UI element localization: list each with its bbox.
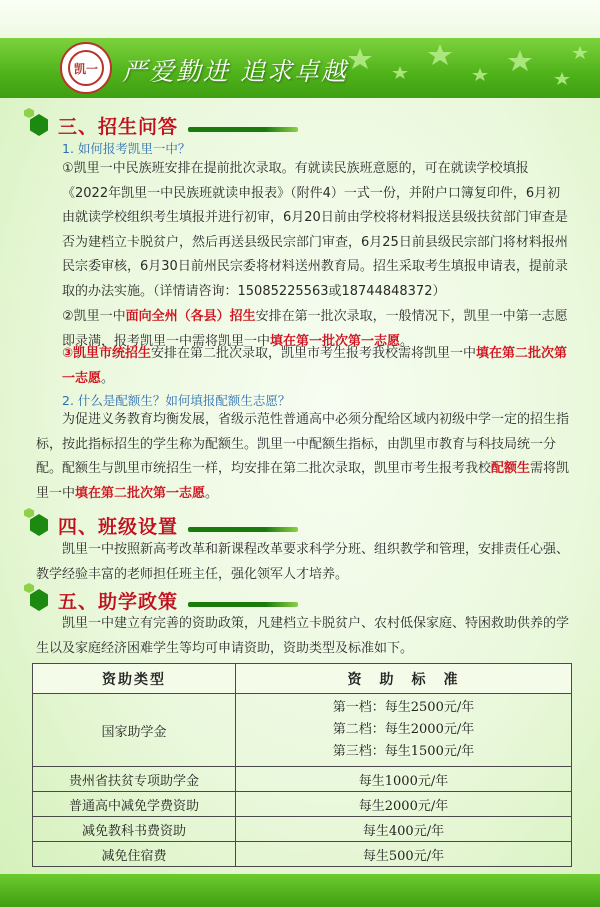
column-header-standard: 资 助 标 准: [236, 664, 572, 694]
tier-standard: 第三档：每生1500元/年: [332, 744, 475, 759]
top-strip: [0, 0, 600, 38]
aid-type-cell: 减免教科书费资助: [33, 817, 236, 842]
highlight-text: 配额生: [491, 461, 531, 476]
school-logo-emblem: 凯一: [68, 50, 104, 86]
highlight-text: 填在第二批次第一志愿: [62, 346, 568, 386]
decorative-stars: [330, 38, 600, 98]
section-underline: [188, 127, 298, 132]
table-header-row: [33, 664, 572, 694]
aid-standard-cell: [236, 694, 572, 767]
footer-bar: [0, 874, 600, 907]
aid-type-cell: 减免住宿费: [33, 842, 236, 867]
table-row: [33, 792, 572, 817]
table-row: [33, 694, 572, 767]
paragraph-ethnic-class: ①凯里一中民族班安排在提前批次录取。有就读民族班意愿的，可在就读学校填报《2022年凯里一中民族班就读申报表》（附件4）一式一份，并附户口簿复印件，6月初由就读学校组织考生填报并进行初审，6月20日前由学校将材料报送县级扶贫部门审查是否为建档立卡脱贫户，然后再送县级民宗部门审查，6月25日前县级民宗部门将材料报州民宗委审核，6月30日前州民宗委将材料送州教育局。招生采取考生填报申请表，提前录取的办法实施。（详情请咨询：15085225563或18744848372）: [62, 161, 568, 299]
paragraph-prefecture-admission: ②凯里一中面向全州（各县）招生安排在第一批次录取，一般情况下，凯里一中第一志愿即录满，报考凯里一中需将凯里一中填在第一批次第一志愿。: [62, 309, 568, 349]
aid-standard-cell: 每生2000元/年: [236, 792, 572, 817]
column-header-aid-type: 资助类型: [33, 664, 236, 694]
section-underline: [188, 527, 298, 532]
highlight-text: 填在第一批次第一志愿: [270, 333, 401, 349]
tier-standard: 第一档：每生2500元/年: [332, 700, 475, 715]
hexagon-bullet-icon: [30, 114, 48, 136]
hexagon-bullet-icon: [30, 514, 48, 536]
hexagon-bullet-icon: [30, 589, 48, 611]
table-row: [33, 817, 572, 842]
table-row: [33, 842, 572, 867]
section-title: 三、招生问答: [58, 115, 179, 138]
aid-standard-cell: 每生1000元/年: [236, 767, 572, 792]
section-header-financial-aid: [30, 585, 298, 615]
aid-type-cell: 国家助学金: [33, 694, 236, 767]
highlight-text: 面向全州（各县）招生: [125, 309, 256, 324]
highlight-text: 填在第二批次第一志愿: [75, 485, 206, 501]
paragraph-class-setup: 凯里一中按照新高考改革和新课程改革要求科学分班、组织教学和管理，安排责任心强、教学经验丰富的老师担任班主任，强化领军人才培养。: [36, 542, 570, 582]
highlight-text: ③凯里市统招生: [62, 346, 152, 361]
section-title: 四、班级设置: [58, 515, 179, 538]
section-underline: [188, 602, 298, 607]
financial-aid-table: [32, 663, 572, 867]
question-2: 2. 什么是配额生？如何填报配额生志愿？: [62, 393, 291, 408]
table-row: [33, 767, 572, 792]
paragraph-city-admission: ③凯里市统招生安排在第二批次录取，凯里市考生报考我校需将凯里一中填在第二批次第一志愿。: [62, 346, 568, 386]
school-slogan: 严爱勤进 追求卓越: [122, 57, 348, 86]
section-header-admissions: [30, 110, 298, 140]
school-logo: [60, 42, 112, 94]
tier-standard: 第二档：每生2000元/年: [332, 722, 475, 737]
paragraph-quota-students: 为促进义务教育均衡发展，省级示范性普通高中必须分配给区域内初级中学一定的招生指标，按此指标招生的学生称为配额生。凯里一中配额生指标，由凯里市教育与科技局统一分配。配额生与凯里市统招生一样，均安排在第二批次录取，凯里市考生报考我校配额生需将凯里一中填在第二批次第一志愿。: [36, 412, 570, 501]
aid-type-cell: 贵州省扶贫专项助学金: [33, 767, 236, 792]
aid-type-cell: 普通高中减免学费资助: [33, 792, 236, 817]
section-header-classes: [30, 510, 298, 540]
section-title: 五、助学政策: [58, 590, 179, 613]
paragraph-financial-aid: 凯里一中建立有完善的资助政策，凡建档立卡脱贫户、农村低保家庭、特困救助供养的学生以及家庭经济困难学生等均可申请资助，资助类型及标准如下。: [36, 616, 570, 656]
aid-standard-cell: 每生500元/年: [236, 842, 572, 867]
question-1: 1. 如何报考凯里一中？: [62, 141, 191, 156]
aid-standard-cell: 每生400元/年: [236, 817, 572, 842]
